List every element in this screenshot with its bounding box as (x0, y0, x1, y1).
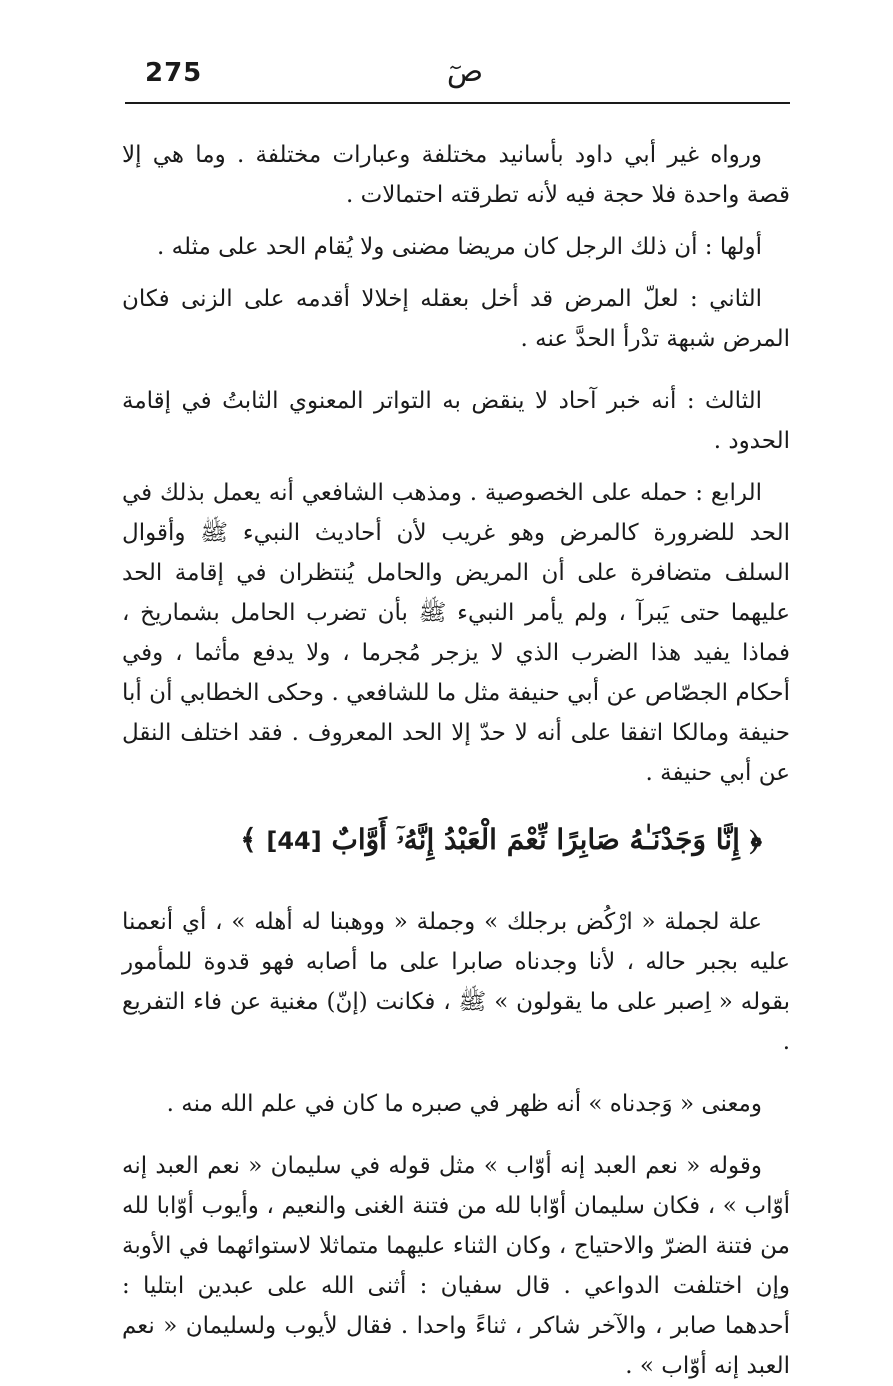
verse-number: [44] (266, 827, 322, 855)
paragraph-6: علة لجملة « ارْكُض برجلك » وجملة « ووهبنا له أهله » ، أي أنعمنا عليه بجبر حاله ، لأنا وجدناه صابرا على ما أصابه فهو قدوة للمأمور بقوله « اِصبر على ما يقولون » ﷺ ، فكانت (إنّ) مغنية عن فاء التفريع . (122, 909, 790, 1055)
page-number: 275 (145, 58, 203, 88)
paragraph-1: ورواه غير أبي داود بأسانيد مختلفة وعبارات مختلفة . وما هي إلا قصة واحدة فلا حجة فيه لأنه تطرقته احتمالات . (122, 142, 790, 208)
surah-abbreviation: صٓ (446, 54, 484, 89)
page-body (122, 135, 790, 1386)
verse-text: ﴿ إِنَّا وَجَدْنَـٰهُ صَابِرًا نِّعْمَ الْعَبْدُ إِنَّهُۥٓ أَوَّابٌ (331, 823, 762, 856)
page-header (125, 52, 790, 104)
paragraph-7: ومعنى « وَجدناه » أنه ظهر في صبره ما كان في علم الله منه . (166, 1091, 762, 1117)
paragraph-4: الثالث : أنه خبر آحاد لا ينقض به التواتر المعنوي الثابتُ في إقامة الحدود . (122, 388, 790, 454)
quran-verse (122, 815, 790, 866)
paragraph-2: أولها : أن ذلك الرجل كان مريضا مضنى ولا يُقام الحد على مثله . (157, 234, 762, 260)
paragraph-5: الرابع : حمله على الخصوصية . ومذهب الشافعي أنه يعمل بذلك في الحد للضرورة كالمرض وهو غريب لأن أحاديث النبيء ﷺ وأقوال السلف متضافرة على أن المريض والحامل يُنتظران في إقامة الحد عليهما حتى يَبرآ ، ولم يأمر النبيء ﷺ بأن تضرب الحامل بشماريخ ، فماذا يفيد هذا الضرب الذي لا يزجر مُجرما ، ولا يدفع مأثما ، وفي أحكام الجصّاص عن أبي حنيفة مثل ما للشافعي . وحكى الخطابي أن أبا حنيفة ومالكا اتفقا على أنه لا حدّ إلا الحد المعروف . فقد اختلف النقل عن أبي حنيفة . (122, 480, 790, 786)
paragraph-3: الثاني : لعلّ المرض قد أخل بعقله إخلالا أقدمه على الزنى فكان المرض شبهة تدْرأ الحدَّ عنه . (122, 286, 790, 352)
paragraph-8: وقوله « نعم العبد إنه أوّاب » مثل قوله في سليمان « نعم العبد إنه أوّاب » ، فكان سليمان أوّابا لله من فتنة الغنى والنعيم ، وأيوب أوّابا لله من فتنة الضرّ والاحتياج ، وكان الثناء عليهما متماثلا لاستوائهما في الأوبة وإن اختلفت الدواعي . قال سفيان : أثنى الله على عبدين ابتليا : أحدهما صابر ، والآخر شاكر ، ثناءً واحدا . فقال لأيوب ولسليمان « نعم العبد إنه أوّاب » . (122, 1153, 790, 1379)
verse-close-bracket: ﴾ (240, 823, 257, 856)
